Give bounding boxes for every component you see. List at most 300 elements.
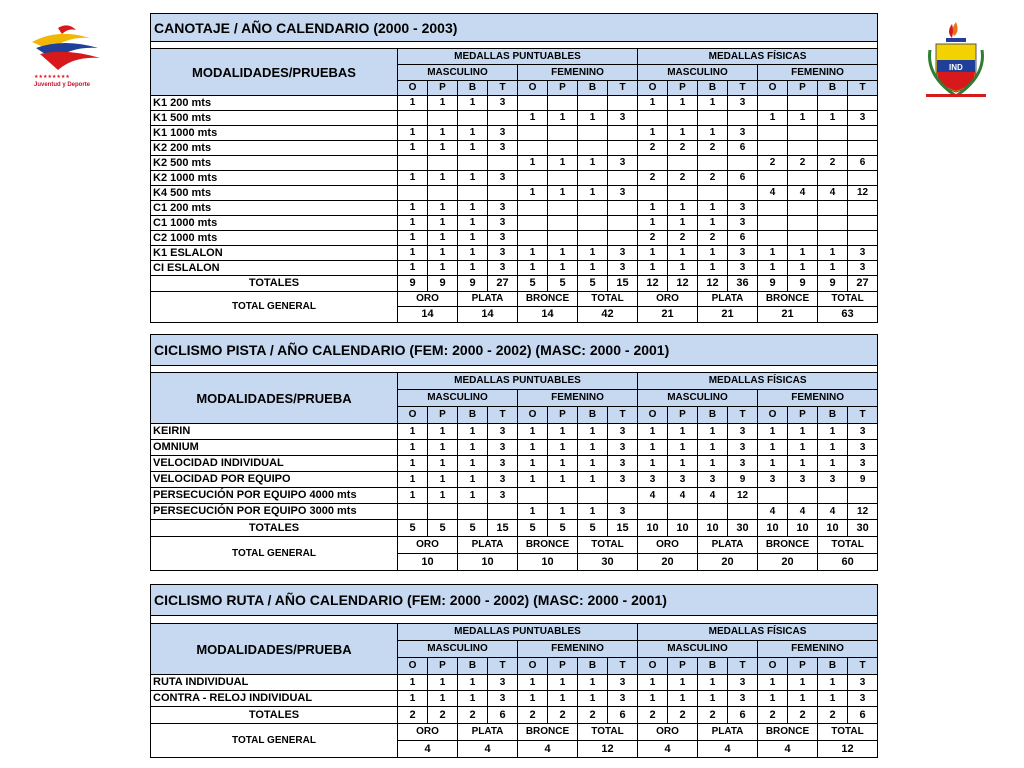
medal-cell: 3 — [848, 675, 878, 691]
medal-cell: 12 — [848, 504, 878, 520]
medal-cell: 1 — [668, 675, 698, 691]
medal-cell: 3 — [608, 186, 638, 201]
medal-cell: 1 — [578, 504, 608, 520]
medal-cell — [638, 504, 668, 520]
medal-cell: 3 — [608, 691, 638, 707]
medal-cell — [638, 186, 668, 201]
general-header: TOTAL — [578, 292, 638, 307]
total-cell: 2 — [398, 707, 428, 724]
medal-cell: 3 — [848, 424, 878, 440]
medal-cell — [518, 216, 548, 231]
event-name: VELOCIDAD INDIVIDUAL — [151, 456, 398, 472]
event-name: RUTA INDIVIDUAL — [151, 675, 398, 691]
medal-cell — [548, 171, 578, 186]
general-value: 4 — [758, 741, 818, 758]
total-cell: 2 — [458, 707, 488, 724]
medal-cell — [728, 111, 758, 126]
medal-cell: 3 — [608, 156, 638, 171]
total-cell: 5 — [578, 520, 608, 537]
medal-cell: 4 — [818, 186, 848, 201]
column-letter: P — [428, 81, 458, 96]
medal-cell: 1 — [548, 472, 578, 488]
general-value: 14 — [518, 307, 578, 323]
medal-cell: 3 — [728, 456, 758, 472]
medal-cell: 1 — [788, 691, 818, 707]
general-header: ORO — [398, 292, 458, 307]
medal-cell: 1 — [638, 96, 668, 111]
general-header: TOTAL — [818, 724, 878, 741]
medal-cell: 1 — [548, 691, 578, 707]
medal-cell — [578, 231, 608, 246]
medal-cell: 1 — [458, 96, 488, 111]
total-cell: 2 — [788, 707, 818, 724]
medal-cell: 1 — [548, 261, 578, 276]
general-value: 4 — [458, 741, 518, 758]
total-general-label: TOTAL GENERAL — [151, 724, 398, 758]
column-letter: T — [848, 81, 878, 96]
modalidades-header: MODALIDADES/PRUEBA — [151, 373, 398, 424]
medal-cell: 12 — [728, 488, 758, 504]
column-letter: B — [458, 81, 488, 96]
column-letter: O — [398, 407, 428, 424]
medal-cell: 1 — [398, 246, 428, 261]
general-header: BRONCE — [518, 724, 578, 741]
medal-cell — [518, 141, 548, 156]
gender-header: FEMENINO — [758, 641, 878, 658]
medal-cell: 1 — [428, 231, 458, 246]
general-header: PLATA — [698, 537, 758, 554]
event-name: K1 1000 mts — [151, 126, 398, 141]
medal-cell: 3 — [488, 472, 518, 488]
medal-cell — [758, 488, 788, 504]
medal-cell: 1 — [398, 472, 428, 488]
total-cell: 9 — [818, 276, 848, 292]
medal-cell: 1 — [428, 675, 458, 691]
column-letter: B — [818, 81, 848, 96]
medallas-fisicas-header: MEDALLAS FÍSICAS — [638, 624, 878, 641]
general-value: 4 — [398, 741, 458, 758]
medal-cell: 1 — [518, 246, 548, 261]
medal-cell — [698, 111, 728, 126]
column-letter: O — [518, 658, 548, 675]
column-letter: B — [698, 81, 728, 96]
medal-cell — [788, 488, 818, 504]
medal-cell: 1 — [698, 96, 728, 111]
medal-cell — [608, 141, 638, 156]
medal-cell: 3 — [848, 261, 878, 276]
medal-cell: 1 — [578, 675, 608, 691]
medal-cell — [818, 141, 848, 156]
medal-cell: 1 — [428, 456, 458, 472]
general-value: 14 — [398, 307, 458, 323]
medal-cell — [818, 171, 848, 186]
table-row — [151, 440, 878, 456]
medal-cell — [728, 504, 758, 520]
column-letter: T — [728, 81, 758, 96]
medal-cell: 3 — [728, 96, 758, 111]
medal-cell: 3 — [488, 675, 518, 691]
medal-cell: 1 — [758, 246, 788, 261]
event-name: K2 200 mts — [151, 141, 398, 156]
medal-cell: 1 — [548, 424, 578, 440]
medal-cell — [578, 171, 608, 186]
medal-cell: 6 — [848, 156, 878, 171]
column-letter: P — [788, 658, 818, 675]
medal-cell: 1 — [398, 201, 428, 216]
total-cell: 5 — [548, 520, 578, 537]
medal-cell — [548, 231, 578, 246]
modalidades-header: MODALIDADES/PRUEBA — [151, 624, 398, 675]
medal-cell: 1 — [818, 246, 848, 261]
medal-cell: 1 — [578, 186, 608, 201]
medal-cell: 1 — [668, 456, 698, 472]
total-cell: 12 — [698, 276, 728, 292]
medal-cell: 1 — [668, 440, 698, 456]
general-header: ORO — [638, 292, 698, 307]
table-row — [151, 691, 878, 707]
column-letter: P — [548, 658, 578, 675]
medal-cell: 1 — [758, 440, 788, 456]
column-letter: P — [428, 658, 458, 675]
medal-cell — [788, 96, 818, 111]
column-letter: O — [398, 658, 428, 675]
medal-cell: 1 — [458, 216, 488, 231]
medal-cell: 1 — [428, 440, 458, 456]
table-row — [151, 141, 878, 156]
medal-cell — [848, 171, 878, 186]
general-header: BRONCE — [758, 724, 818, 741]
gender-header: MASCULINO — [638, 641, 758, 658]
canotaje-table — [150, 13, 878, 323]
medal-cell: 3 — [728, 201, 758, 216]
column-letter: O — [758, 658, 788, 675]
medal-cell: 1 — [578, 691, 608, 707]
medal-cell: 1 — [698, 675, 728, 691]
medal-cell: 1 — [428, 171, 458, 186]
medal-cell: 1 — [698, 456, 728, 472]
medallas-puntuables-header: MEDALLAS PUNTUABLES — [398, 49, 638, 65]
column-letter: O — [638, 658, 668, 675]
general-value: 30 — [578, 554, 638, 571]
general-value: 63 — [818, 307, 878, 323]
ind-crest-logo — [916, 20, 996, 100]
event-name: OMNIUM — [151, 440, 398, 456]
medal-cell: 1 — [428, 216, 458, 231]
medal-cell: 3 — [488, 231, 518, 246]
medal-cell: 1 — [518, 111, 548, 126]
medal-cell: 1 — [548, 675, 578, 691]
column-letter: T — [848, 658, 878, 675]
medal-cell: 1 — [818, 440, 848, 456]
column-letter: O — [518, 407, 548, 424]
medal-cell: 2 — [638, 171, 668, 186]
medal-cell: 6 — [728, 171, 758, 186]
event-name: K4 500 mts — [151, 186, 398, 201]
medal-cell: 1 — [458, 675, 488, 691]
medal-cell — [608, 201, 638, 216]
medal-cell: 1 — [428, 261, 458, 276]
general-header: PLATA — [458, 724, 518, 741]
total-cell: 10 — [638, 520, 668, 537]
total-cell: 5 — [578, 276, 608, 292]
medal-cell — [818, 216, 848, 231]
medal-cell: 3 — [608, 246, 638, 261]
medal-cell: 1 — [548, 111, 578, 126]
medal-cell: 1 — [398, 456, 428, 472]
medal-cell: 3 — [488, 246, 518, 261]
medal-cell — [698, 186, 728, 201]
column-letter: B — [698, 407, 728, 424]
medal-cell — [518, 126, 548, 141]
event-name: K2 1000 mts — [151, 171, 398, 186]
medal-cell: 1 — [428, 691, 458, 707]
total-cell: 2 — [638, 707, 668, 724]
medal-cell — [548, 201, 578, 216]
medal-cell — [428, 504, 458, 520]
medal-cell: 3 — [488, 216, 518, 231]
medal-cell — [818, 96, 848, 111]
medal-cell — [488, 504, 518, 520]
section-title: CANOTAJE / AÑO CALENDARIO (2000 - 2003) — [151, 14, 878, 42]
column-letter: P — [668, 658, 698, 675]
medal-cell: 1 — [638, 201, 668, 216]
general-header: TOTAL — [578, 537, 638, 554]
total-general-label: TOTAL GENERAL — [151, 537, 398, 571]
event-name: C2 1000 mts — [151, 231, 398, 246]
gender-header: FEMENINO — [518, 65, 638, 81]
medal-cell: 1 — [398, 126, 428, 141]
medal-cell: 1 — [698, 216, 728, 231]
medal-cell — [518, 201, 548, 216]
medal-cell: 3 — [848, 440, 878, 456]
medal-cell: 1 — [668, 424, 698, 440]
gender-header: MASCULINO — [638, 390, 758, 407]
general-value: 4 — [518, 741, 578, 758]
medal-cell — [848, 141, 878, 156]
medal-cell: 3 — [698, 472, 728, 488]
medal-cell — [818, 201, 848, 216]
medal-cell: 1 — [578, 440, 608, 456]
medal-cell: 1 — [578, 111, 608, 126]
medal-cell: 1 — [638, 675, 668, 691]
medal-cell: 1 — [518, 675, 548, 691]
general-value: 60 — [818, 554, 878, 571]
medal-cell: 1 — [398, 691, 428, 707]
medal-cell: 1 — [638, 261, 668, 276]
medal-cell: 1 — [548, 246, 578, 261]
medal-cell: 1 — [428, 246, 458, 261]
total-cell: 10 — [788, 520, 818, 537]
column-letter: O — [758, 81, 788, 96]
gender-header: MASCULINO — [638, 65, 758, 81]
total-cell: 10 — [758, 520, 788, 537]
medal-cell: 3 — [728, 424, 758, 440]
medal-cell — [488, 156, 518, 171]
medal-cell: 1 — [428, 472, 458, 488]
medal-cell — [548, 141, 578, 156]
general-value: 4 — [638, 741, 698, 758]
medal-cell — [578, 488, 608, 504]
medal-cell: 1 — [788, 440, 818, 456]
table-row — [151, 171, 878, 186]
medal-cell: 3 — [488, 440, 518, 456]
total-cell: 5 — [428, 520, 458, 537]
column-letter: P — [548, 81, 578, 96]
medal-cell: 2 — [818, 156, 848, 171]
medal-cell: 2 — [668, 141, 698, 156]
medal-cell — [848, 488, 878, 504]
column-letter: B — [578, 407, 608, 424]
medal-cell: 2 — [698, 171, 728, 186]
medal-cell: 1 — [698, 126, 728, 141]
medal-cell: 1 — [638, 691, 668, 707]
total-cell: 9 — [458, 276, 488, 292]
table-row — [151, 675, 878, 691]
total-cell: 5 — [458, 520, 488, 537]
medal-cell: 3 — [488, 488, 518, 504]
medal-cell — [668, 186, 698, 201]
medal-cell: 1 — [428, 96, 458, 111]
medal-cell: 1 — [818, 261, 848, 276]
general-value: 10 — [458, 554, 518, 571]
general-value: 14 — [458, 307, 518, 323]
medal-cell: 1 — [518, 186, 548, 201]
medal-cell: 1 — [578, 456, 608, 472]
medal-cell: 3 — [728, 675, 758, 691]
medal-cell: 1 — [668, 216, 698, 231]
table-row — [151, 126, 878, 141]
event-name: CONTRA - RELOJ INDIVIDUAL — [151, 691, 398, 707]
column-letter: O — [758, 407, 788, 424]
column-letter: B — [818, 658, 848, 675]
total-cell: 9 — [428, 276, 458, 292]
medal-cell: 2 — [758, 156, 788, 171]
medal-cell: 1 — [668, 96, 698, 111]
column-letter: T — [488, 658, 518, 675]
general-value: 21 — [758, 307, 818, 323]
total-cell: 12 — [668, 276, 698, 292]
medal-cell: 1 — [458, 488, 488, 504]
table-row — [151, 246, 878, 261]
general-header: PLATA — [698, 724, 758, 741]
medal-cell — [788, 201, 818, 216]
column-letter: O — [638, 407, 668, 424]
medal-cell: 1 — [548, 504, 578, 520]
general-value: 10 — [518, 554, 578, 571]
medal-cell: 1 — [518, 261, 548, 276]
medal-cell — [788, 231, 818, 246]
column-letter: O — [518, 81, 548, 96]
total-general-label: TOTAL GENERAL — [151, 292, 398, 323]
medal-cell: 2 — [698, 231, 728, 246]
medal-cell: 3 — [488, 691, 518, 707]
medal-cell: 1 — [548, 156, 578, 171]
medal-cell — [488, 111, 518, 126]
medal-cell — [428, 111, 458, 126]
medal-cell: 1 — [458, 261, 488, 276]
column-letter: T — [728, 658, 758, 675]
totals-label: TOTALES — [151, 276, 398, 292]
medal-cell: 1 — [398, 141, 428, 156]
medal-cell: 1 — [428, 488, 458, 504]
medal-cell: 1 — [398, 96, 428, 111]
medal-cell: 1 — [398, 424, 428, 440]
ciclismo-pista-table — [150, 334, 878, 571]
total-cell: 15 — [488, 520, 518, 537]
medal-cell: 3 — [608, 440, 638, 456]
total-cell: 2 — [818, 707, 848, 724]
medal-cell: 2 — [788, 156, 818, 171]
column-letter: B — [458, 658, 488, 675]
medal-cell: 3 — [728, 691, 758, 707]
table-row — [151, 261, 878, 276]
medal-cell: 1 — [428, 424, 458, 440]
medal-cell: 6 — [728, 141, 758, 156]
medal-cell — [698, 504, 728, 520]
table-row — [151, 201, 878, 216]
medal-cell — [608, 96, 638, 111]
medal-cell: 3 — [488, 171, 518, 186]
medal-cell: 1 — [398, 488, 428, 504]
total-cell: 2 — [578, 707, 608, 724]
column-letter: P — [788, 407, 818, 424]
table-row — [151, 96, 878, 111]
gender-header: FEMENINO — [518, 390, 638, 407]
medal-cell — [428, 186, 458, 201]
medal-cell: 1 — [398, 171, 428, 186]
medal-cell: 2 — [638, 231, 668, 246]
medal-cell — [578, 216, 608, 231]
total-cell: 27 — [848, 276, 878, 292]
column-letter: B — [578, 658, 608, 675]
medal-cell: 1 — [398, 216, 428, 231]
medal-cell: 3 — [788, 472, 818, 488]
event-name: VELOCIDAD POR EQUIPO — [151, 472, 398, 488]
medal-cell: 3 — [638, 472, 668, 488]
table-row — [151, 186, 878, 201]
medal-cell — [458, 186, 488, 201]
medal-cell: 3 — [818, 472, 848, 488]
medal-cell — [608, 488, 638, 504]
medal-cell: 1 — [458, 171, 488, 186]
event-name: K1 500 mts — [151, 111, 398, 126]
general-value: 21 — [638, 307, 698, 323]
total-cell: 2 — [698, 707, 728, 724]
medal-cell: 1 — [818, 111, 848, 126]
medal-cell: 1 — [638, 440, 668, 456]
medal-cell — [758, 171, 788, 186]
medal-cell — [788, 126, 818, 141]
medal-cell: 1 — [758, 261, 788, 276]
medal-cell: 1 — [428, 201, 458, 216]
medal-cell: 1 — [518, 691, 548, 707]
medal-cell: 1 — [458, 472, 488, 488]
medal-cell: 1 — [638, 424, 668, 440]
medal-cell: 1 — [458, 456, 488, 472]
medal-cell: 9 — [728, 472, 758, 488]
medal-cell: 1 — [788, 261, 818, 276]
section-title: CICLISMO PISTA / AÑO CALENDARIO (FEM: 2000 - 2002) (MASC: 2000 - 2001) — [151, 335, 878, 366]
spacer — [151, 42, 878, 49]
medal-cell: 1 — [788, 675, 818, 691]
column-letter: T — [488, 407, 518, 424]
medal-cell — [578, 141, 608, 156]
medal-cell: 1 — [398, 231, 428, 246]
medal-cell — [518, 96, 548, 111]
medal-cell: 1 — [518, 504, 548, 520]
medal-cell: 1 — [578, 156, 608, 171]
total-cell: 9 — [758, 276, 788, 292]
